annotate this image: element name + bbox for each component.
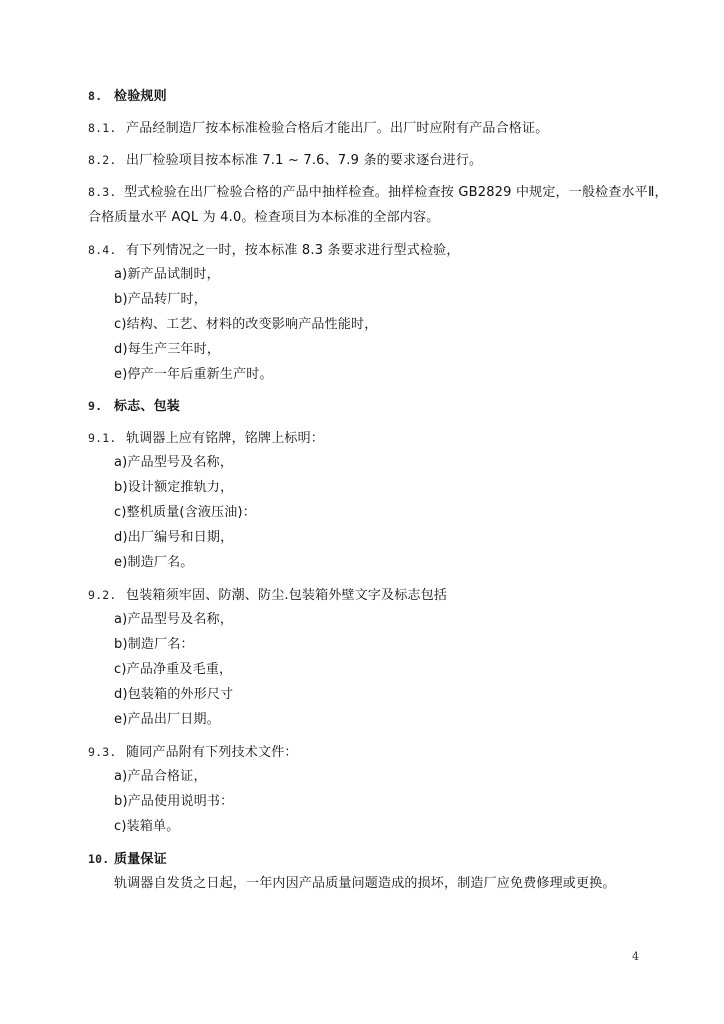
clause-8-2-text: 出厂检验项目按本标准 7.1 ~ 7.6、7.9 条的要求逐台进行。 <box>126 153 483 168</box>
clause-9-1-item-e: e)制造厂名。 <box>114 555 194 570</box>
clause-9-1 <box>88 430 324 447</box>
clause-9-1-number: 9.1. <box>88 431 117 445</box>
clause-9-3 <box>88 744 298 761</box>
clause-9-1-item-c: c)整机质量(含液压油)： <box>114 505 256 520</box>
section-9-number: 9. <box>88 399 103 413</box>
clause-9-3-item-a: a)产品合格证， <box>114 769 207 784</box>
clause-8-4-item-a: a)新产品试制时， <box>114 267 220 282</box>
clause-9-2 <box>88 587 447 604</box>
clause-9-2-item-a: a)产品型号及名称， <box>114 612 234 627</box>
section-10-number: 10. <box>88 852 110 866</box>
clause-9-1-item-a: a)产品型号及名称， <box>114 455 234 470</box>
clause-8-4-item-b: b)产品转厂时， <box>114 292 207 307</box>
clause-8-3-continuation: 合格质量水平 AQL 为 4.0。检查项目为本标准的全部内容。 <box>88 210 440 225</box>
section-10-heading <box>88 851 167 868</box>
clause-8-1-number: 8.1. <box>88 121 117 135</box>
clause-8-2-number: 8.2. <box>88 153 117 167</box>
clause-8-3-number: 8.3. <box>88 185 117 199</box>
clause-9-2-text: 包装箱须牢固、防潮、防尘.包装箱外壁文字及标志包括 <box>126 588 448 603</box>
clause-8-3-text: 型式检验在出厂检验合格的产品中抽样检查。抽样检查按 GB2829 中规定，一般检查水平Ⅱ， <box>124 185 668 200</box>
page-number: 4 <box>632 950 639 963</box>
section-9-title: 标志、包装 <box>114 399 181 414</box>
section-10-text: 轨调器自发货之日起，一年内因产品质量问题造成的损坏，制造厂应免费修理或更换。 <box>114 876 616 891</box>
section-8-number: 8. <box>88 89 103 103</box>
clause-9-2-item-c: c)产品净重及毛重， <box>114 662 233 677</box>
clause-9-2-item-e: e)产品出厂日期。 <box>114 712 220 727</box>
clause-9-3-number: 9.3. <box>88 745 117 759</box>
clause-8-4 <box>88 242 460 259</box>
clause-9-2-number: 9.2. <box>88 588 117 602</box>
section-8-heading <box>88 88 167 105</box>
clause-8-4-item-e: e)停产一年后重新生产时。 <box>114 367 273 382</box>
clause-9-1-item-b: b)设计额定推轨力， <box>114 480 234 495</box>
clause-8-4-item-d: d)每生产三年时， <box>114 342 221 357</box>
clause-8-2 <box>88 152 482 169</box>
section-8-title: 检验规则 <box>114 89 167 104</box>
clause-8-4-text: 有下列情况之一时，按本标准 8.3 条要求进行型式检验， <box>126 243 460 258</box>
section-9-heading <box>88 398 180 415</box>
clause-9-3-item-b: b)产品使用说明书： <box>114 794 234 809</box>
clause-9-3-item-c: c)装箱单。 <box>114 819 180 834</box>
clause-9-1-item-d: d)出厂编号和日期， <box>114 530 234 545</box>
clause-8-1 <box>88 120 548 137</box>
clause-9-2-item-b: b)制造厂名： <box>114 637 194 652</box>
section-10-title: 质量保证 <box>114 852 167 867</box>
clause-8-3 <box>88 184 668 201</box>
clause-8-1-text: 产品经制造厂按本标准检验合格后才能出厂。出厂时应附有产品合格证。 <box>126 121 549 136</box>
clause-9-3-text: 随同产品附有下列技术文件： <box>126 745 298 760</box>
clause-9-1-text: 轨调器上应有铭牌，铭牌上标明： <box>126 431 325 446</box>
clause-9-2-item-d: d)包装箱的外形尺寸 <box>114 687 234 702</box>
clause-8-4-number: 8.4. <box>88 243 117 257</box>
clause-8-4-item-c: c)结构、工艺、材料的改变影响产品性能时， <box>114 317 378 332</box>
